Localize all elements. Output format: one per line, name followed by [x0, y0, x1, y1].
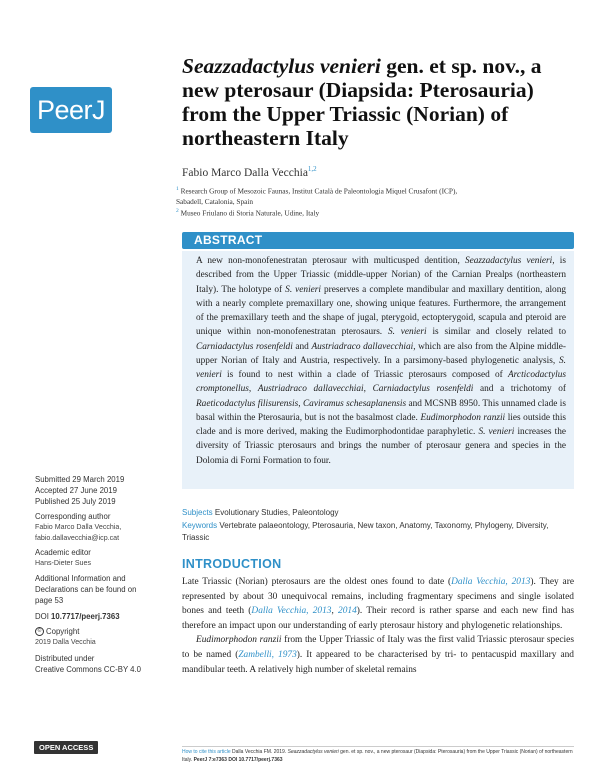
- copyright-label: Copyright: [46, 627, 80, 636]
- introduction-paragraph-2: [182, 633, 574, 677]
- author-line: [182, 165, 317, 179]
- italic-term: Austriadraco dallavecchiai: [257, 384, 364, 395]
- academic-editor-name: Hans-Dieter Sues: [35, 559, 91, 567]
- citation-link[interactable]: Dalla Vecchia, 2013: [251, 606, 332, 617]
- citation-link[interactable]: Dalla Vecchia, 2013: [451, 577, 531, 587]
- subjects-line: [182, 507, 572, 519]
- citation-species: Seazzadactylus venieri: [287, 749, 339, 755]
- keywords-line: [182, 520, 572, 543]
- text-run: ). It appeared to be characterised by tri- to pentacuspid maxillary and mandibular teeth. A relatively high number of skeletal remains: [182, 649, 574, 675]
- affiliation-2: [176, 206, 476, 218]
- text-run: and MCSNB 8950. This unnamed clade is basal within the Pterosauria, but is not the basalmost clade.: [196, 398, 566, 423]
- italic-term: Seazzadactylus venieri: [464, 256, 553, 266]
- affiliation-text: Research Group of Mesozoic Faunas, Institut Català de Paleontologia Miquel Crusafont (ICP), Sabadell, Catalonia, Spain: [176, 186, 458, 207]
- additional-info-line-1: Additional Information and: [35, 574, 126, 583]
- citation-text: gen. et sp. nov., a new pterosaur (Diapsida: Pterosauria) from the Upper Triassic (Norian) of northeastern Italy.: [182, 749, 573, 763]
- abstract-heading: ABSTRACT: [194, 233, 263, 247]
- keywords-label: Keywords: [182, 521, 218, 530]
- logo-text: PeerJ: [36, 94, 106, 125]
- text-run: ). Their record is rather sparse and each new find has therefore an impact upon our understanding of early pterosaur history and phylogenetic relationships.: [182, 606, 575, 631]
- subjects-value: Evolutionary Studies, Paleontology: [214, 508, 339, 517]
- italic-term: S. venieri: [387, 327, 427, 338]
- text-run: , is described from the Upper Triassic (middle-upper Norian) of the Carnian Prealps (northeastern Italy). The holotype of: [196, 256, 566, 295]
- copyright-line: [35, 627, 79, 636]
- text-run: is similar and closely related to: [426, 327, 567, 338]
- text-run: and: [292, 341, 312, 352]
- additional-info-line-2: Declarations can be found on: [35, 585, 137, 594]
- citation-link[interactable]: Zambelli, 1973: [238, 649, 297, 660]
- corresponding-author-label: Corresponding author: [35, 512, 111, 521]
- italic-term: Carniadactylus rosenfeldi: [372, 384, 474, 395]
- submitted-date: Submitted 29 March 2019: [35, 475, 125, 484]
- text-run: and a trichotomy of: [473, 384, 567, 395]
- affiliation-number: 2: [176, 208, 179, 214]
- footer-divider: [182, 746, 574, 747]
- additional-info-line-3[interactable]: page 53: [35, 596, 64, 605]
- italic-term: Eudimorphodon ranzii: [196, 635, 282, 646]
- text-run: ,: [331, 606, 339, 617]
- abstract-heading-bar: [182, 232, 574, 249]
- abstract-text: [196, 254, 566, 468]
- text-run: Late Triassic (Norian) pterosaurs are the oldest ones found to date (: [182, 577, 452, 587]
- text-run: is found to nest within a clade of Triassic pterosaurs composed of: [221, 370, 508, 380]
- affiliation-number: 1: [176, 186, 179, 192]
- distributed-under-label: Distributed under: [35, 654, 95, 663]
- text-run: ,: [298, 398, 303, 409]
- academic-editor-label: Academic editor: [35, 548, 91, 557]
- text-run: preserves a complete mandibular and maxillary dentition, along with a nearly complete premaxillary one, showing unique features. Furthermore, the arrangement of the premaxillary teeth and the shape of jugal, pterygoid, ectopterygoid, scapula and pteroid are unique within non-monofenestratan pterosaurs.: [196, 284, 567, 338]
- open-access-badge: OPEN ACCESS: [34, 741, 98, 754]
- published-date: Published 25 July 2019: [35, 497, 116, 506]
- affiliation-1: [176, 184, 476, 207]
- title-rest: gen. et sp. nov., a new pterosaur (Diapsida: Pterosauria) from the Upper Triassic (Norian) of northeastern Italy: [182, 54, 542, 150]
- citation-journal[interactable]: PeerJ 7:e7363 DOI 10.7717/peerj.7363: [193, 757, 283, 763]
- citation-text: Dalla Vecchia FM. 2019.: [230, 749, 288, 755]
- italic-term: S. venieri: [478, 427, 515, 437]
- license-link[interactable]: Creative Commons CC-BY 4.0: [35, 665, 142, 674]
- text-run: ,: [363, 384, 373, 395]
- text-run: ,: [248, 384, 258, 395]
- doi-line: [35, 612, 120, 621]
- citation-footer: [182, 748, 577, 764]
- doi-link[interactable]: 10.7717/peerj.7363: [51, 612, 120, 621]
- author-name[interactable]: Fabio Marco Dalla Vecchia: [182, 166, 308, 179]
- title-species: Seazzadactylus venieri: [182, 54, 381, 78]
- affiliation-text: Museo Friulano di Storia Naturale, Udine, Italy: [180, 208, 320, 218]
- italic-term: Carniadactylus rosenfeldi: [196, 341, 293, 352]
- introduction-heading: INTRODUCTION: [182, 557, 282, 571]
- text-run: from the Upper Triassic of Italy was the first valid Triassic pterosaur species to be named (: [182, 635, 574, 660]
- citation-link[interactable]: 2014: [338, 606, 357, 617]
- italic-term: Caviramus schesaplanensis: [302, 398, 407, 409]
- italic-term: S. venieri: [285, 284, 321, 295]
- italic-term: Eudimorphodon ranzii: [420, 412, 506, 423]
- doi-label: DOI: [35, 612, 52, 621]
- text-run: lies outside this clade and is more derived, making the Eudimorphodontidae paraphyletic.: [196, 412, 567, 437]
- text-run: A new non-monofenestratan pterosaur with multicusped dentition,: [196, 256, 465, 266]
- italic-term: Raeticodactylus filisurensis: [196, 398, 299, 409]
- corresponding-author-name: Fabio Marco Dalla Vecchia,: [35, 523, 122, 531]
- copyright-value: 2019 Dalla Vecchia: [35, 638, 96, 646]
- corresponding-author-email[interactable]: fabio.dallavecchia@icp.cat: [35, 534, 120, 542]
- author-affiliation-marks: 1,2: [307, 165, 317, 173]
- italic-term: S. venieri: [196, 355, 566, 380]
- how-to-cite-label: How to cite this article: [182, 749, 231, 755]
- text-run: , which are also from the Alpine middle-upper Norian of Italy and Austria, respectively. In a parsimony-based phylogenetic analysis,: [196, 341, 566, 366]
- accepted-date: Accepted 27 June 2019: [35, 486, 117, 495]
- italic-term: Arcticodactylus cromptonellus: [196, 370, 566, 395]
- copyright-icon: ©: [35, 627, 44, 636]
- article-title: [182, 54, 572, 150]
- introduction-text: [182, 575, 574, 677]
- introduction-paragraph-1: [182, 575, 574, 633]
- italic-term: Austriadraco dallavecchiai: [311, 341, 414, 352]
- text-run: ). They are represented by about 30 unequivocal remains, including fragmentary specimens and single isolated bones and teeth (: [182, 577, 574, 617]
- peerj-logo: [30, 87, 112, 133]
- subjects-label: Subjects: [182, 508, 213, 517]
- text-run: increases the diversity of Triassic pterosaurs and brings the number of pterosaur genera and species in the Dolomia di Forni Formation to four.: [196, 427, 567, 466]
- keywords-value: Vertebrate palaeontology, Pterosauria, New taxon, Anatomy, Taxonomy, Phylogeny, Diversity, Triassic: [182, 521, 549, 542]
